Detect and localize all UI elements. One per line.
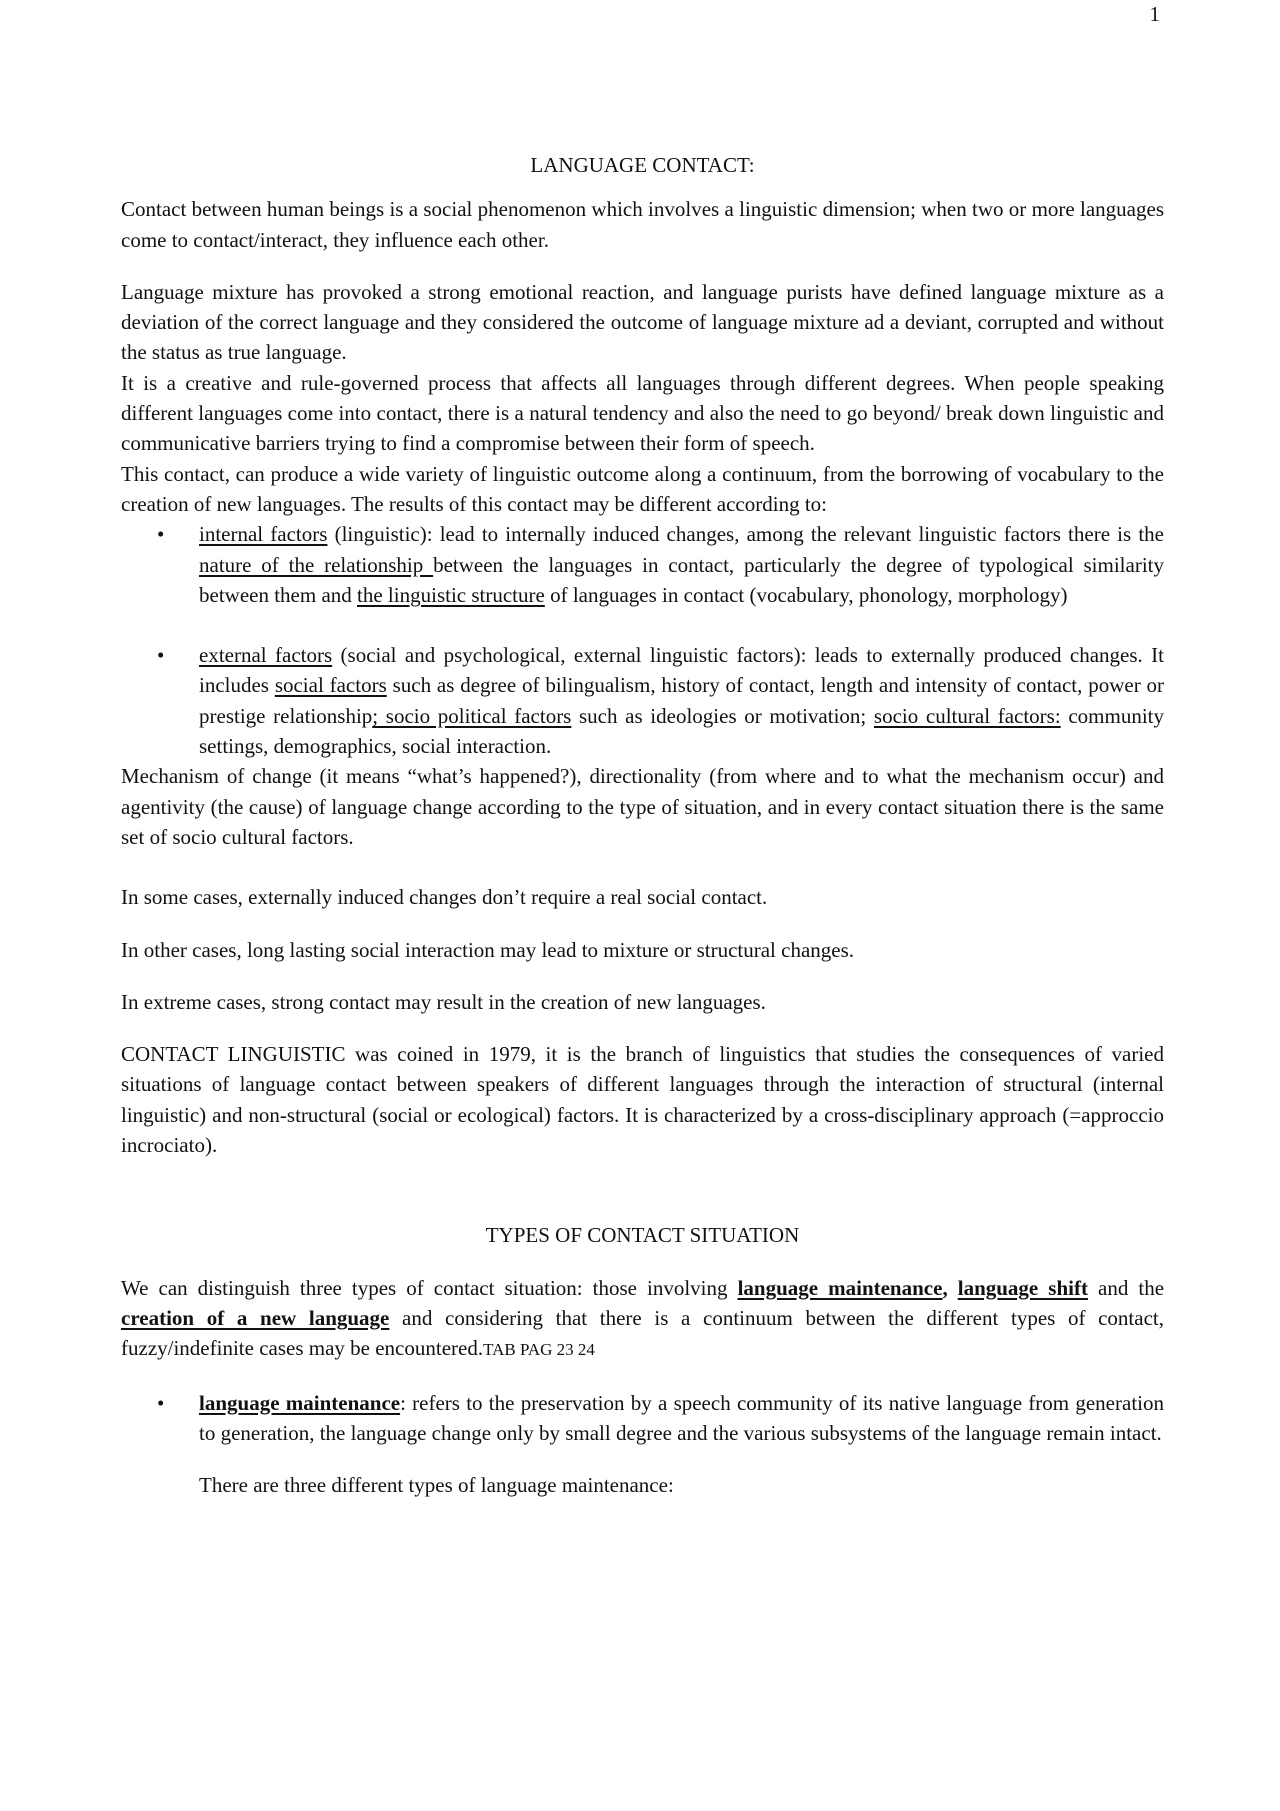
term-linguistic-structure: the linguistic structure (357, 582, 545, 607)
section-title-contact-situation: TYPES OF CONTACT SITUATION (485, 1223, 800, 1248)
factors-list (121, 519, 1164, 761)
term-social-factors: social factors (274, 673, 387, 698)
term-socio-political-factors: ; socio political factors (372, 703, 572, 728)
paragraph-maintenance-types: There are three different types of language maintenance: (199, 1473, 674, 1498)
page-title: LANGUAGE CONTACT: (530, 153, 755, 177)
text-segment: : refers to the preservation by a speech community of its native language from generation to generation, the language change only by small degree and the various subsystems of the language remain intact. (199, 1390, 1164, 1445)
paragraph-contact-linguistic: CONTACT LINGUISTIC was coined in 1979, it is the branch of linguistics that studies the consequences of varied situations of language contact between speakers of different languages through the interaction of structural (internal linguistic) and non-structural (social or ecological) factors. It is characterized by a cross-disciplinary approach (=approccio incrociato). (121, 1042, 1164, 1158)
paragraph-types-intro (121, 1273, 1164, 1366)
paragraph-language-mixture: Language mixture has provoked a strong emotional reaction, and language purists have defined language mixture as a deviation of the correct language and they considered the outcome of language mixture ad a deviant, corrupted and without the status as true language. (121, 279, 1164, 365)
list-item-language-maintenance (121, 1388, 1164, 1449)
paragraph-some-cases: In some cases, externally induced changes don’t require a real social contact. (121, 885, 768, 910)
paragraph-mechanism: Mechanism of change (it means “what’s happened?), directionality (from where and to what the mechanism occur) and agentivity (the cause) of language change according to the type of situation, and in every contact situation there is the same set of socio cultural factors. (121, 764, 1164, 849)
list-item-external-factors (121, 640, 1164, 761)
text-segment: and considering that there is a continuum between the different types of contact, fuzzy/indefinite cases may be encountered. (121, 1305, 1164, 1361)
term-socio-cultural-factors: socio cultural factors: (873, 703, 1061, 728)
text-segment: We can distinguish three types of contact situation: those involving (121, 1275, 738, 1300)
text-segment: (linguistic): lead to internally induced changes, among the relevant linguistic factors there is the (327, 522, 1164, 547)
maintenance-list (121, 1388, 1164, 1449)
text-segment: (social and psychological, external linguistic factors): leads to externally produced changes. It includes (199, 643, 1164, 698)
paragraph-other-cases: In other cases, long lasting social interaction may lead to mixture or structural changes. (121, 937, 855, 962)
bullet-icon: • (157, 1390, 165, 1415)
paragraph-intro: Contact between human beings is a social phenomenon which involves a linguistic dimension; when two or more languages come to contact/interact, they influence each other. (121, 197, 1164, 252)
page-number: 1 (1149, 2, 1160, 26)
paragraph-creative-process: It is a creative and rule-governed process that affects all languages through different degrees. When people speaking different languages come into contact, there is a natural tendency and also the need to go beyond/ break down linguistic and communicative barriers trying to find a compromise between their form of speech. (121, 370, 1164, 456)
term-internal-factors: internal factors (199, 522, 328, 547)
paragraph-extreme-cases: In extreme cases, strong contact may result in the creation of new languages. (121, 989, 766, 1014)
bullet-icon: • (157, 522, 165, 547)
term-language-maintenance: language maintenance (737, 1275, 943, 1300)
page-reference-note: TAB PAG 23 24 (483, 1340, 595, 1360)
paragraph-contact-outcome: This contact, can produce a wide variety of linguistic outcome along a continuum, from the borrowing of vocabulary to the creation of new languages. The results of this contact may be different according to: (121, 461, 1164, 516)
text-segment: such as ideologies or motivation; (571, 703, 874, 728)
document-body (121, 150, 1164, 1522)
text-segment: such as degree of bilingualism, history of contact, length and intensity of contact, power or prestige relationship (199, 673, 1165, 728)
text-segment: community settings, demographics, social interaction. (199, 703, 1164, 759)
term-external-factors: external factors (199, 643, 333, 668)
list-item-internal-factors (121, 519, 1164, 610)
text-segment: of languages in contact (vocabulary, phonology, morphology) (544, 582, 1068, 607)
term-language-maintenance-def: language maintenance (199, 1390, 401, 1415)
term-new-language: creation of a new language (121, 1305, 390, 1330)
term-language-shift: language shift (957, 1275, 1088, 1300)
term-nature-of-relationship: nature of the relationship (199, 552, 434, 577)
text-segment: and the (1087, 1275, 1165, 1300)
text-segment: , (942, 1275, 958, 1300)
text-segment: between the languages in contact, particularly the degree of typological similarity between them and (199, 552, 1165, 607)
bullet-icon: • (157, 643, 165, 668)
